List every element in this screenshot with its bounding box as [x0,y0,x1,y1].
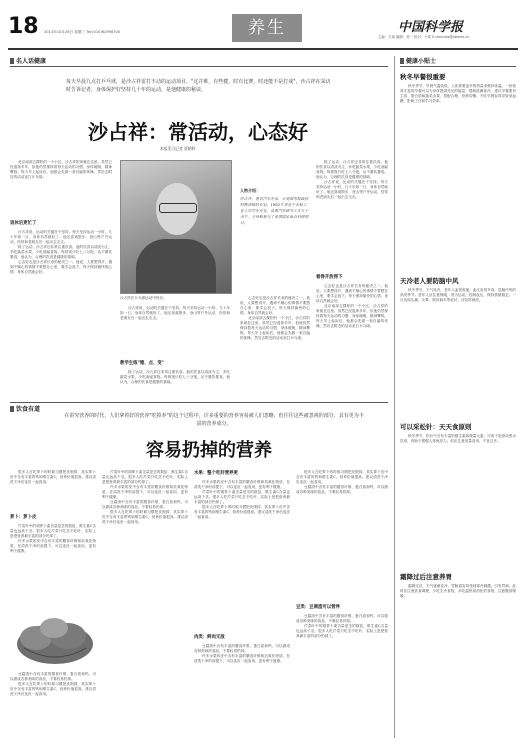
paragraph: 很多人在吃萝卜的时候习惯把皮削掉，其实萝卜皮中含有丰富的钙和维生素C，营养价值很高。建议清洗干净后连皮一起食用。 [296,470,388,484]
photo-caption: 沙占祥在乒乓球运动中快乐。 [120,296,167,300]
article-body [240,296,310,400]
paragraph: 秋冬季节，天气转冷，老年人血管收缩，血压容易升高，是脑中风的高发季节。老年人应注意保暖，适当运动，控制血压，保持情绪稳定。一旦出现头痛、头晕、肢体麻木等症状，应及时就医。 [400,288,516,302]
paragraph: 北京南部五棵松的一个小区，沙占祥的家就在这里。虽然已经退休多年，但他仍然保持着每天运动的习惯，身体硬朗，精神矍铄。每天早上起床后，他都会先做一套自编的体操，然后去附近的活动室打乒乓球。 [240,316,310,340]
paragraph: 很多人在吃萝卜的时候习惯把皮削掉，其实萝卜皮中含有丰富的钙和维生素C，营养价值很高。建议清洗干净后连皮一起食用。 [10,470,96,484]
portrait-photo [120,160,232,294]
article-body [10,524,96,604]
paragraph: 豆腐渣中含有丰富的膳食纤维、蛋白质和钙，可以做成各种美味的食品，不要轻易扔掉。 [194,644,290,653]
vegetable-illustration [14,608,96,668]
subheading: 豆类：豆腐渣可以营养 [296,605,340,610]
article-body [296,470,388,600]
column-tag-label: 饮食有道 [16,406,41,413]
paragraph: 霜降过后，天气逐渐变冷，胃肠道容易受到寒冷刺激，引发胃病。此时应注意饮食调理，少吃生冷食物，多吃温热易消化的食物，注意腹部保暖。 [400,584,516,598]
section-divider [10,402,388,403]
tag-marker-icon [10,406,14,412]
sidebar-title: 霜降过后注意养胃 [400,573,452,581]
article-body [102,470,188,736]
paragraph: 豆腐渣中含有丰富的膳食纤维、蛋白质和钙，可以做成各种美味的食品，不要轻易扔掉。 [10,672,96,681]
subheading: 退休后更忙了 [10,221,37,226]
column-tag-celebrity [10,56,46,65]
paragraph: 除了运动，沙占祥还非常注重饮食。他的饮食以清淡为主，多吃蔬菜水果，少吃油腻食物。每顿饭只吃七八分饱，从不暴饮暴食。他认为，合理的饮食是健康的基础。 [120,370,230,384]
subheading: 水果：整个吃好营养更 [194,471,238,476]
tag-marker-icon [10,58,14,64]
column-tag-label: 名人话健康 [16,58,47,65]
article-body [10,470,96,510]
paragraph: 北京南部五棵松的一个小区，沙占祥的家就在这里。虽然已经退休多年，但他仍然保持着每天运动的习惯，身体硬朗，精神矍铄。每天早上起床后，他都会先做一套自编的体操，然后去附近的活动室打乒乓球。 [10,160,112,179]
sidebar-title: 可以采松针：天天食原则 [400,423,472,431]
article-body [10,230,112,400]
sidebar-text [400,288,516,418]
story-headline: 沙占祥：常活动，心态好 [88,120,308,144]
photo-glasses [159,203,197,213]
paragraph: 心态好也是沙占祥长寿的秘诀之一。他说，人要想得开，遇到不顺心的事情不要憋在心里，要学会放下。每天保持愉快的心情，身体自然就会好。 [316,284,388,303]
sidebar-title: 秋冬早餐很重要 [400,73,446,81]
paragraph: 很多人在吃萝卜的时候习惯把皮削掉，其实萝卜皮中含有丰富的钙和维生素C，营养价值很高。建议清洗干净后连皮一起食用。 [102,510,188,524]
subheading: 萝卜：萝卜皮 [10,515,37,520]
subheading: 肉类：鲜肉无敌 [194,635,225,640]
sidebar-text [400,84,516,272]
paragraph: 沙占祥说，运动的关键在于坚持。每天坚持运动一小时，几十年如一日，身体自然就好了。他还喜欢散步、登山等户外运动，经常和老朋友们一起出去走走。 [120,306,230,320]
profile-text: 沙占祥，著名汽车专家，享受国务院政府特殊津贴的专家。1962年毕业于吉林工业大学汽车专业，从事汽车研究工作五十余年，主持和参与了多项国家重点科研项目。 [240,196,309,225]
article-body [316,284,388,400]
paragraph: 豆腐渣中含有丰富的膳食纤维、蛋白质和钙，可以做成各种美味的食品，不要轻易扔掉。 [296,614,388,623]
section-divider [400,66,516,67]
newspaper-logo: 中国科学报 [398,20,464,35]
column-divider [394,56,395,738]
paragraph: 除了运动，沙占祥还非常注重饮食。他的饮食以清淡为主，多吃蔬菜水果，少吃油腻食物。每顿饭只吃七八分饱，从不暴饮暴食。他认为，合理的饮食是健康的基础。 [10,245,112,259]
paragraph: 心态好也是沙占祥长寿的秘诀之一。他说，人要想得开，遇到不顺心的事情不要憋在心里，要学会放下。每天保持愉快的心情，身体自然就会好。 [10,260,112,274]
article-body [194,480,290,630]
story-byline: 本报见习记者 贾朝辉 [160,146,196,151]
paragraph: 豆腐渣中含有丰富的膳食纤维、蛋白质和钙，可以做成各种美味的食品，不要轻易扔掉。 [296,485,388,494]
paragraph: 沙占祥说，运动的关键在于坚持。每天坚持运动一小时，几十年如一日，身体自然就好了。他还喜欢散步、登山等户外运动，经常和老朋友们一起出去走走。 [316,180,388,199]
page-number: 18 [8,14,39,39]
paragraph: 芹菜叶中的胡萝卜素含量是茎的数倍，维生素C含量也远高于茎。很多人吃芹菜只吃茎不吃叶，实际上是把营养最丰富的部分扔掉了。 [194,490,290,504]
header-rule [8,48,518,50]
paragraph: 沙占祥说，运动的关键在于坚持。每天坚持运动一小时，几十年如一日，身体自然就好了。他还喜欢散步、登山等户外运动，经常和老朋友们一起出去走走。 [10,230,112,244]
paragraph: 许多水果的皮中含有丰富的膳食纤维和抗氧化物质，在清洗干净的前提下，可以连皮一起食用，更有利于健康。 [194,654,290,663]
header-meta: 主编：王硕 编辑：张一 校对：小周 E-mail:zhs@stimes.cn [378,35,470,39]
sidebar-title: 天冷老人要防脑中风 [400,277,459,285]
sidebar-text [400,434,516,568]
paragraph: 很多人在吃萝卜的时候习惯把皮削掉，其实萝卜皮中含有丰富的钙和维生素C，营养价值很高。建议清洗干净后连皮一起食用。 [10,682,96,696]
paragraph: 许多水果的皮中含有丰富的膳食纤维和抗氧化物质，在清洗干净的前提下，可以连皮一起食用，更有利于健康。 [10,539,96,553]
column-tag-tips [400,56,436,65]
paragraph: 除了运动，沙占祥还非常注重饮食。他的饮食以清淡为主，多吃蔬菜水果，少吃油腻食物。每顿饭只吃七八分饱，从不暴饮暴食。他认为，合理的饮食是健康的基础。 [316,160,388,179]
article-body [10,672,96,736]
paragraph: 秋冬季节，早晨气温较低，人体需要更多的热量来维持体温。一份营养丰富的早餐可以为身体提供充足的能量，帮助抵御寒冷。建议早餐要有主食、蛋白质和蔬菜水果，搭配合理，营养均衡。不吃早餐容易导致低血糖，影响工作和学习效率。 [400,84,516,103]
photo-body [136,239,216,293]
paragraph: 许多水果的皮中含有丰富的膳食纤维和抗氧化物质，在清洗干净的前提下，可以连皮一起食用，更有利于健康。 [102,485,188,499]
section-tab: 养生 [232,14,302,42]
subheading: 教学生练"锤、点、变" [120,361,165,366]
subheading: 看得开放得下 [316,275,343,280]
story-lead: 每天早晨九点打乒乓球，是沙占祥雷打不动的运动项目。"这并难，有些健，时有比赛，时还能不是打成"，沙占祥在采访时告诉记者，身体保护好坚持几十年的运动，是他健康的秘诀。 [66,79,331,93]
paragraph: 秋冬季节，松针中含有丰富的维生素和微量元素，可用于泡茶或煮水饮用，有助于增强人体免疫力。但应注意适量食用，不宜过多。 [400,434,516,443]
column-tag-label: 健康小贴士 [406,58,437,65]
paragraph: 芹菜叶中的胡萝卜素含量是茎的数倍，维生素C含量也远高于茎。很多人吃芹菜只吃茎不吃叶，实际上是把营养最丰富的部分扔掉了。 [10,524,96,538]
paragraph: 北京南部五棵松的一个小区，沙占祥的家就在这里。虽然已经退休多年，但他仍然保持着每天运动的习惯，身体硬朗，精神矍铄。每天早上起床后，他都会先做一套自编的体操，然后去附近的活动室打乒乓球。 [316,304,388,328]
article-body [10,160,112,216]
story-lead: 在讲究营养的时代，人们拿着好的营养"吃掉养"的这个过程中，许多重要的营养容易被人们忽略，但往往这些被忽视的部分，具有更为丰富的营养成分。 [64,413,364,427]
column-tag-diet [10,404,40,413]
date-line: 2013年10月26日 星期三 Tel:(010)62998700 [44,30,121,34]
story-headline: 容易扔掉的营养 [146,440,272,461]
profile-label: 人物介绍： [240,188,260,193]
paragraph: 豆腐渣中含有丰富的膳食纤维、蛋白质和钙，可以做成各种美味的食品，不要轻易扔掉。 [102,500,188,509]
article-body [194,644,290,736]
article-body [120,370,230,400]
sidebar-text [400,584,516,736]
paragraph: 很多人在吃萝卜的时候习惯把皮削掉，其实萝卜皮中含有丰富的钙和维生素C，营养价值很高。建议清洗干净后连皮一起食用。 [194,505,290,519]
section-divider [10,66,388,67]
paragraph: 芹菜叶中的胡萝卜素含量是茎的数倍，维生素C含量也远高于茎。很多人吃芹菜只吃茎不吃叶，实际上是把营养最丰富的部分扔掉了。 [296,624,388,638]
paragraph: 芹菜叶中的胡萝卜素含量是茎的数倍，维生素C含量也远高于茎。很多人吃芹菜只吃茎不吃叶，实际上是把营养最丰富的部分扔掉了。 [102,470,188,484]
tag-marker-icon [400,58,404,64]
article-body [120,306,230,356]
paragraph: 许多水果的皮中含有丰富的膳食纤维和抗氧化物质，在清洗干净的前提下，可以连皮一起食用，更有利于健康。 [194,480,290,489]
article-body [296,614,388,736]
article-body [316,160,388,270]
paragraph: 心态好也是沙占祥长寿的秘诀之一。他说，人要想得开，遇到不顺心的事情不要憋在心里，要学会放下。每天保持愉快的心情，身体自然就会好。 [240,296,310,315]
